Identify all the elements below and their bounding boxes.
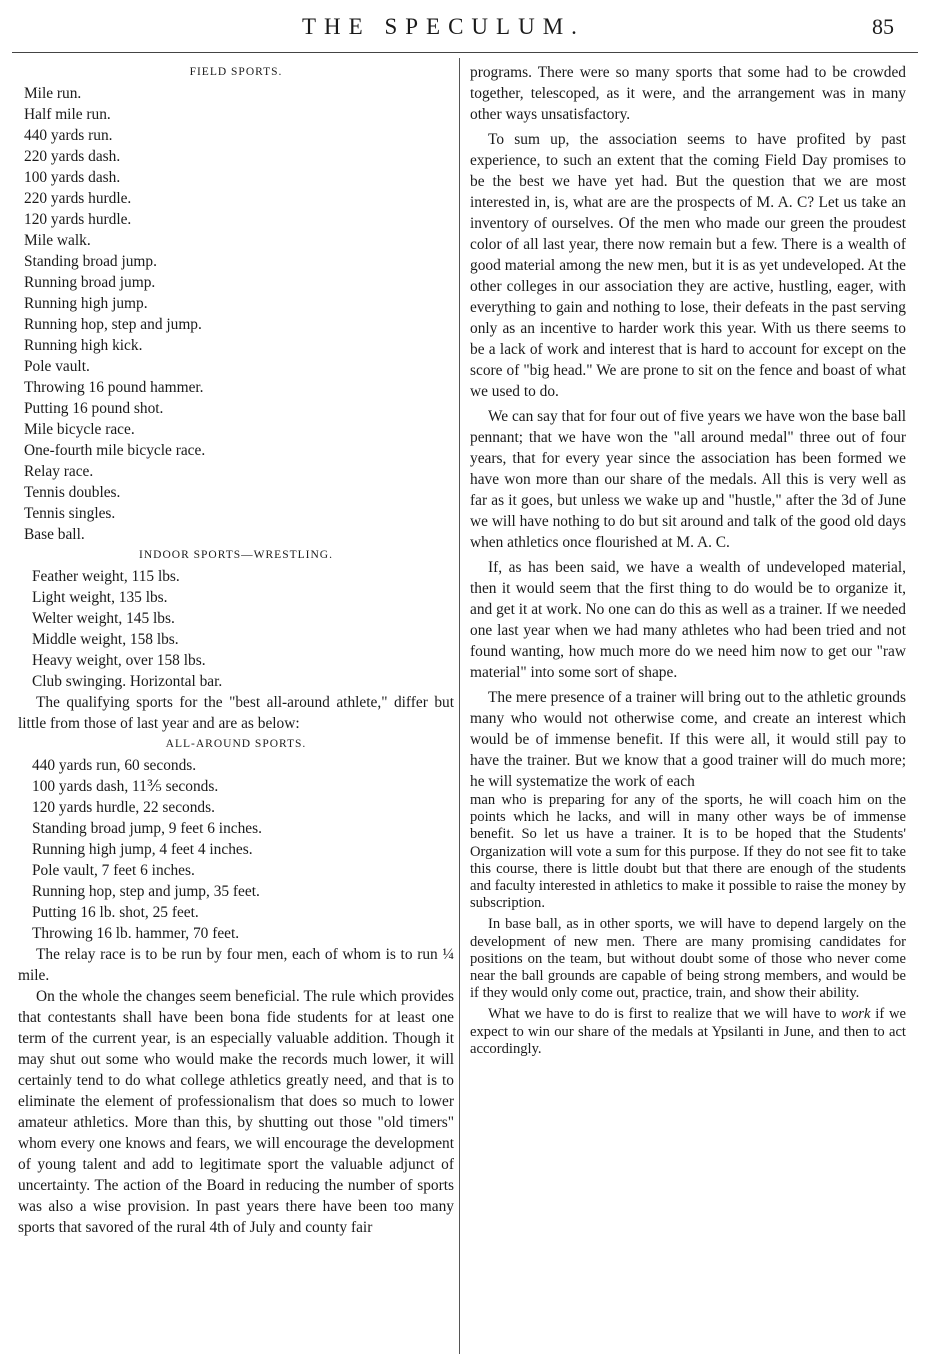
emphasis-work: work bbox=[841, 1006, 871, 1023]
running-title: THE SPECULUM. bbox=[302, 14, 585, 39]
base-ball-paragraph: In base ball, as in other sports, we will have to depend largely on the development of new men. There are many promising candidates for positions on the team, but without doubt some of those who never come near the ball grounds are capable of being strong members, and would be if they would only come out, practice, train, and show their ability. bbox=[470, 916, 906, 1002]
list-item: 440 yards run. bbox=[24, 127, 113, 144]
list-item: Tennis doubles. bbox=[24, 484, 121, 501]
list-item: 440 yards run, 60 seconds. bbox=[32, 757, 197, 774]
sum-up-paragraph: To sum up, the association seems to have profited by past experience, to such an extent that the coming Field Day promises to be the best we have yet had. But the question that we are most interested in, is, what are are the prospects of M. A. C? Let us take an inventory of ourselves. Of the men who made our green the proudest color of all last year, there now remain but a few. There is a wealth of good material among the new men, but it is as yet undeveloped. At the other colleges in our association they are active, hustling, eager, with everything to gain and nothing to lose, their defeats in the past serving only as an incentive to harder work this year. With us there seems to be a lack of work and interest that is hard to account for except on the score of "big head." We are prone to sit on the fence and boast of what we used to do. bbox=[470, 131, 906, 400]
list-item: Running high jump, 4 feet 4 inches. bbox=[32, 841, 253, 858]
list-item: Mile run. bbox=[24, 85, 82, 102]
list-item: 100 yards dash. bbox=[24, 169, 121, 186]
qualifying-paragraph: The qualifying sports for the "best all-around athlete," differ but little from those of last year and are as below: bbox=[18, 694, 454, 732]
we-can-say-paragraph: We can say that for four out of five years we have won the base ball pennant; that we have won the "all around medal" three out of four years, that for every year since the association has been formed we have won more than our share of the medals. All this is very well as far as it goes, but unless we wake up and "hustle," after the 3d of June we will have nothing to do but sit around and talk of the good old days when athletics once flourished at M. A. C. bbox=[470, 408, 906, 551]
list-item: Base ball. bbox=[24, 526, 85, 543]
list-item: Heavy weight, over 158 lbs. bbox=[32, 652, 206, 669]
left-column bbox=[18, 62, 454, 1238]
continuation-paragraph: programs. There were so many sports that some had to be crowded together, telescoped, as it were, and the arrangement was in many other ways unsatisfactory. bbox=[470, 64, 906, 123]
field-sports-heading: FIELD SPORTS. bbox=[189, 66, 283, 78]
list-item: One-fourth mile bicycle race. bbox=[24, 442, 206, 459]
list-item: Standing broad jump, 9 feet 6 inches. bbox=[32, 820, 262, 837]
list-item: Running broad jump. bbox=[24, 274, 156, 291]
list-item: Pole vault. bbox=[24, 358, 90, 375]
conclusion-text-end: if we expect to win our share of the medals at Ypsilanti in June, and then to act accordingly. bbox=[470, 1006, 906, 1057]
relay-paragraph: The relay race is to be run by four men, each of whom is to run ¼ mile. bbox=[18, 946, 454, 984]
all-around-sports-list bbox=[18, 755, 454, 944]
list-item: Running high jump. bbox=[24, 295, 148, 312]
trainer-paragraph-continued: man who is preparing for any of the sports, he will coach him on the points which he lacks, and will in many other ways be of immense benefit. So let us have a trainer. It is to be hoped that the Students' Organization will vote a sum for this purpose. If they do not see fit to take this course, there is little doubt but that there are enough of the students and faculty interested in athletics to make it possible to raise the money by subscription. bbox=[470, 792, 906, 912]
list-item: 100 yards dash, 11⅗ seconds. bbox=[32, 778, 219, 795]
list-item: Relay race. bbox=[24, 463, 94, 480]
list-item: 220 yards hurdle. bbox=[24, 190, 132, 207]
indoor-sports-list bbox=[18, 566, 454, 692]
list-item: Running hop, step and jump, 35 feet. bbox=[32, 883, 260, 900]
whole-changes-paragraph: On the whole the changes seem beneficial. The rule which provides that contestants shall have been bona fide students for at least one term of the current year, is an especially valuable addition. Though it may shut out some who would make the records much lower, it will certainly tend to do what college athletics greatly need, and that is to eliminate the element of professionalism that does so much to lower amateur athletics. More than this, by shutting out those "old timers" whom every one knows and fears, we will encourage the development of young talent and add to legitimate sport the valuable adjunct of uncertainty. The action of the Board in reducing the number of sports was also a wise provision. In past years there have been too many sports that savored of the rural 4th of July and county fair bbox=[18, 988, 454, 1236]
organize-paragraph: If, as has been said, we have a wealth of undeveloped material, then it would seem that the first thing to do would be to organize it, and get it at work. No one can do this as well as a trainer. If we needed one last year when we had many athletes who had been tried and not found wanting, how much more do we need him now to get our "raw material" into some sort of shape. bbox=[470, 559, 906, 681]
list-item: Throwing 16 pound hammer. bbox=[24, 379, 204, 396]
list-item: Middle weight, 158 lbs. bbox=[32, 631, 179, 648]
list-item: Feather weight, 115 lbs. bbox=[32, 568, 180, 585]
all-around-sports-heading: ALL-AROUND SPORTS. bbox=[165, 738, 307, 750]
page-header bbox=[0, 10, 930, 44]
list-item: 220 yards dash. bbox=[24, 148, 121, 165]
list-item: Half mile run. bbox=[24, 106, 111, 123]
right-column bbox=[470, 62, 906, 1058]
indoor-sports-heading: INDOOR SPORTS—WRESTLING. bbox=[139, 549, 333, 561]
field-sports-list bbox=[18, 83, 454, 545]
conclusion-paragraph bbox=[470, 1006, 906, 1058]
list-item: Throwing 16 lb. hammer, 70 feet. bbox=[32, 925, 240, 942]
list-item: Mile bicycle race. bbox=[24, 421, 135, 438]
list-item: Welter weight, 145 lbs. bbox=[32, 610, 175, 627]
list-item: Pole vault, 7 feet 6 inches. bbox=[32, 862, 195, 879]
list-item: Standing broad jump. bbox=[24, 253, 157, 270]
list-item: Club swinging. Horizontal bar. bbox=[32, 673, 223, 690]
trainer-paragraph: The mere presence of a trainer will bring out to the athletic grounds many who would not otherwise come, and create an interest which would be of immense benefit. If this were all, it would still pay to have the trainer. But we know that a good trainer will do much more; he will systematize the work of each bbox=[470, 689, 906, 790]
list-item: 120 yards hurdle, 22 seconds. bbox=[32, 799, 215, 816]
list-item: Running high kick. bbox=[24, 337, 143, 354]
list-item: Mile walk. bbox=[24, 232, 91, 249]
list-item: Light weight, 135 lbs. bbox=[32, 589, 168, 606]
list-item: Tennis singles. bbox=[24, 505, 116, 522]
conclusion-text-start: What we have to do is first to realize that we will have to bbox=[488, 1006, 842, 1023]
list-item: 120 yards hurdle. bbox=[24, 211, 132, 228]
list-item: Putting 16 lb. shot, 25 feet. bbox=[32, 904, 199, 921]
list-item: Putting 16 pound shot. bbox=[24, 400, 164, 417]
column-divider bbox=[459, 58, 460, 1354]
list-item: Running hop, step and jump. bbox=[24, 316, 202, 333]
page-number: 85 bbox=[872, 14, 894, 39]
header-rule bbox=[12, 52, 918, 53]
